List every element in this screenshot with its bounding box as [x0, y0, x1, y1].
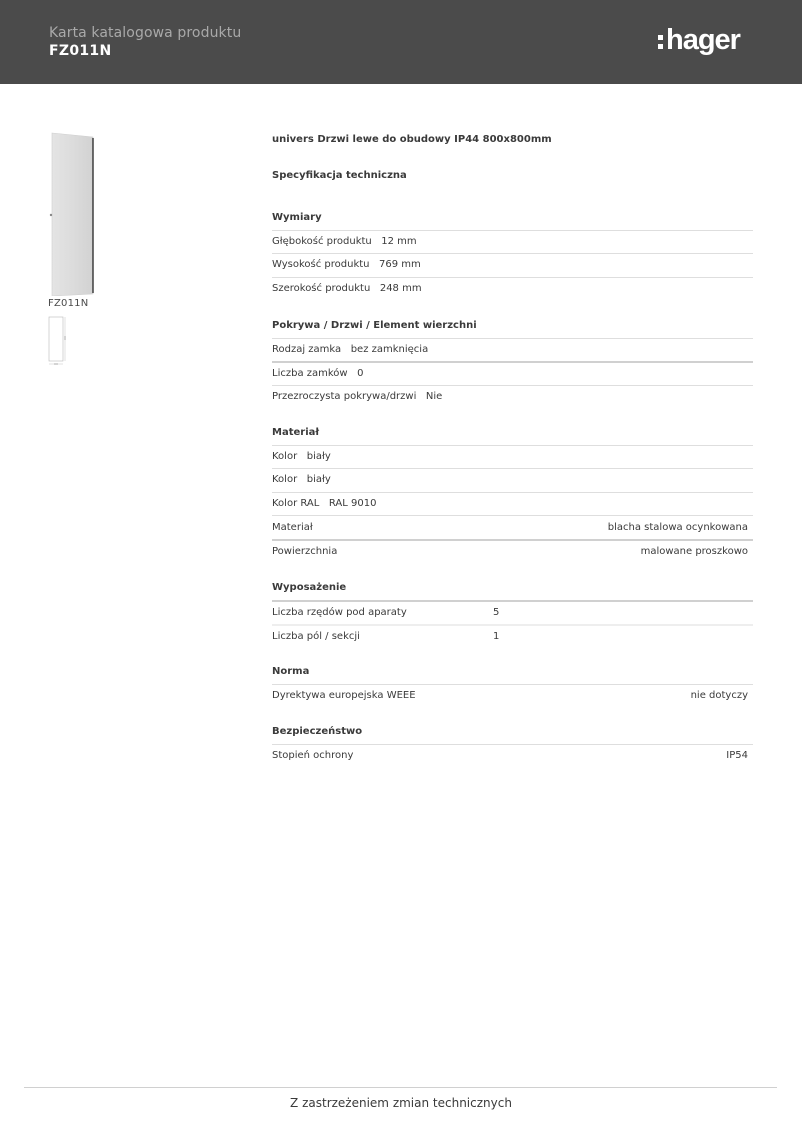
section-material	[272, 426, 753, 563]
spec-row	[272, 624, 753, 648]
spec-row	[272, 600, 753, 624]
spec-label: Materiał	[272, 522, 313, 533]
spec-value: blacha stalowa ocynkowana	[607, 522, 748, 533]
spec-row	[272, 338, 753, 361]
header-product-code: FZ011N	[49, 43, 112, 59]
spec-row	[272, 445, 753, 468]
spec-row	[272, 515, 753, 539]
door-panel-image	[49, 132, 95, 296]
spec-row-text: Szerokość produktu 248 mm	[272, 283, 422, 294]
spec-value: 5	[493, 607, 500, 618]
spec-row	[272, 539, 753, 563]
header-subtitle: Karta katalogowa produktu	[49, 25, 242, 41]
footer-divider	[24, 1087, 777, 1088]
spec-row-text: Głębokość produktu 12 mm	[272, 236, 417, 247]
spec-label: Powierzchnia	[272, 546, 338, 557]
spec-label: Dyrektywa europejska WEEE	[272, 690, 416, 701]
spec-row-text: Rodzaj zamka bez zamknięcia	[272, 344, 429, 355]
logo-colon-icon	[658, 35, 663, 49]
section-wyposazenie	[272, 581, 753, 648]
spec-row	[272, 253, 753, 277]
spec-row	[272, 361, 753, 385]
thumbnail-product-code: FZ011N	[48, 298, 89, 309]
spec-value: nie dotyczy	[690, 690, 748, 701]
section-pokrywa	[272, 319, 753, 408]
spec-row-text: Kolor RAL RAL 9010	[272, 498, 377, 509]
section-title: Norma	[272, 666, 310, 677]
spec-value: IP54	[726, 750, 748, 761]
hager-logo	[658, 22, 740, 58]
spec-row	[272, 385, 753, 408]
spec-row-text: Liczba zamków 0	[272, 368, 364, 379]
page-header	[0, 0, 802, 84]
product-title: univers Drzwi lewe do obudowy IP44 800x800mm	[272, 134, 552, 145]
dimension-drawing	[48, 316, 68, 366]
spec-row	[272, 684, 753, 707]
section-title: Wymiary	[272, 212, 322, 223]
spec-value: malowane proszkowo	[640, 546, 748, 557]
spec-heading: Specyfikacja techniczna	[272, 170, 407, 181]
logo-text: hager	[666, 23, 740, 56]
section-title: Pokrywa / Drzwi / Element wierzchni	[272, 320, 477, 331]
spec-row	[272, 468, 753, 492]
spec-label: Liczba pól / sekcji	[272, 631, 360, 642]
section-title: Wyposażenie	[272, 582, 347, 593]
section-title: Bezpieczeństwo	[272, 726, 363, 737]
spec-row-text: Przezroczysta pokrywa/drzwi Nie	[272, 391, 443, 402]
section-norma	[272, 665, 753, 707]
spec-label: Liczba rzędów pod aparaty	[272, 607, 407, 618]
section-wymiary	[272, 211, 753, 300]
spec-row	[272, 744, 753, 767]
section-bezpieczenstwo	[272, 725, 753, 767]
footer-note: Z zastrzeżeniem zmian technicznych	[290, 1096, 512, 1110]
spec-value: 1	[493, 631, 500, 642]
spec-row-text: Kolor biały	[272, 474, 331, 485]
spec-row	[272, 492, 753, 515]
spec-row-text: Wysokość produktu 769 mm	[272, 259, 421, 270]
spec-row	[272, 277, 753, 300]
spec-label: Stopień ochrony	[272, 750, 354, 761]
section-title: Materiał	[272, 427, 320, 438]
spec-row-text: Kolor biały	[272, 451, 331, 462]
spec-row	[272, 230, 753, 253]
